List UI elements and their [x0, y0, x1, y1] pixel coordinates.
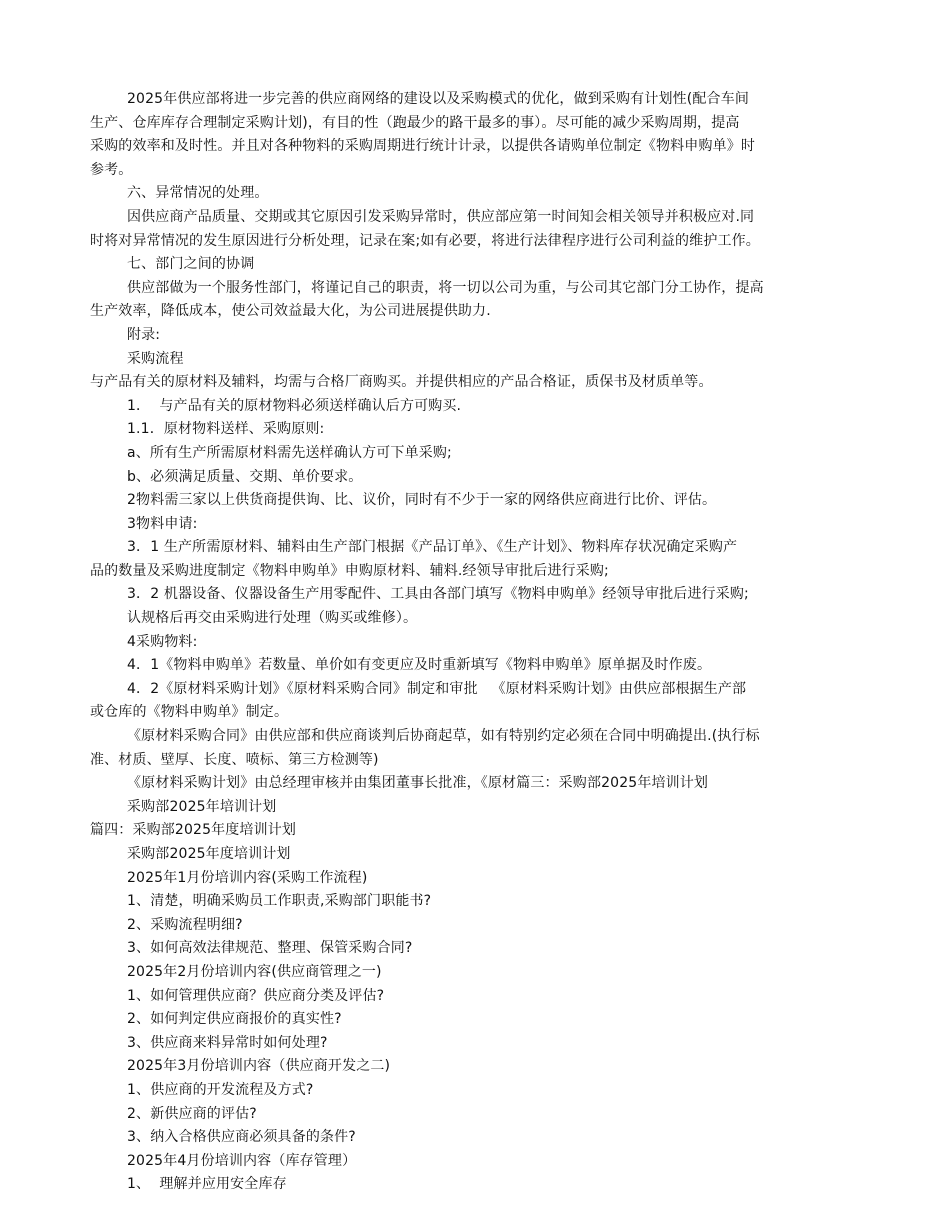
list-item: b、必须满足质量、交期、单价要求。 — [127, 468, 363, 485]
paragraph-line: 供应部做为一个服务性部门，将谨记自己的职责，将一切以公司为重，与公司其它部门分工协作，提高 — [127, 279, 764, 296]
list-item: 3、供应商来料异常时如何处理? — [127, 1034, 328, 1051]
paragraph-line: 与产品有关的原材料及辅料，均需与合格厂商购买。并提供相应的产品合格证，质保书及材质单等。 — [90, 374, 713, 391]
month-heading: 2025年2月份培训内容(供应商管理之一) — [127, 963, 382, 980]
paragraph-line: 生产、仓库库存合理制定采购计划)，有目的性（跑最少的路干最多的事）。尽可能的减少采购周期，提高 — [90, 114, 740, 131]
paragraph-line: 或仓库的《物料申购单》制定。 — [90, 704, 289, 721]
list-item: 3．2 机器设备、仪器设备生产用零配件、工具由各部门填写《物料申购单》经领导审批后进行采购; — [127, 586, 749, 603]
list-item: 4采购物料: — [127, 633, 198, 650]
paragraph-line: 《原材料采购合同》由供应部和供应商谈判后协商起草，如有特别约定必须在合同中明确提出.(执行标 — [127, 728, 760, 745]
list-item: 1.1．原材物料送样、采购原则: — [127, 421, 325, 438]
list-item: 4．2《原材料采购计划》《原材料采购合同》制定和审批 《原材料采购计划》由供应部根据生产部 — [127, 680, 747, 697]
list-item: 1、供应商的开发流程及方式? — [127, 1081, 314, 1098]
section-heading: 七、部门之间的协调 — [127, 256, 255, 273]
paragraph-line: 采购的效率和及时性。并且对各种物料的采购周期进行统计计录，以提供各请购单位制定《物料申购单》时 — [90, 138, 756, 155]
list-item: 1、清楚，明确采购员工作职责,采购部门职能书? — [127, 893, 432, 910]
list-item: 2物料需三家以上供货商提供询、比、议价，同时有不少于一家的网络供应商进行比价、评估。 — [127, 492, 717, 509]
paragraph-line: 准、材质、壁厚、长度、喷标、第三方检测等) — [90, 751, 379, 768]
paragraph-line: 2025年供应部将进一步完善的供应商网络的建设以及采购模式的优化，做到采购有计划性(配合车间 — [127, 91, 749, 107]
list-item: a、所有生产所需原材料需先送样确认方可下单采购; — [127, 444, 452, 461]
list-item: 1、如何管理供应商？供应商分类及评估? — [127, 987, 385, 1004]
list-item: 2、新供应商的评估? — [127, 1105, 257, 1122]
section-heading: 采购部2025年培训计划 — [127, 798, 277, 815]
paragraph-line: 《原材料采购计划》由总经理审核并由集团董事长批准，《原材篇三：采购部2025年培训计划 — [127, 775, 709, 792]
appendix-heading: 附录: — [127, 326, 161, 343]
section-heading: 采购部2025年度培训计划 — [127, 846, 291, 862]
list-item: 3、如何高效法律规范、整理、保管采购合同? — [127, 940, 413, 957]
list-item: 3物料申请: — [127, 515, 198, 532]
list-item: 3．1 生产所需原材料、辅料由生产部门根据《产品订单》、《生产计划》、物料库存状况确定采购产 — [127, 539, 738, 556]
list-item: 1、 理解并应用安全库存 — [127, 1176, 287, 1193]
section-heading: 六、异常情况的处理。 — [127, 185, 269, 202]
document-body — [90, 88, 864, 1197]
list-item: 2、如何判定供应商报价的真实性? — [127, 1011, 342, 1028]
paragraph-line: 因供应商产品质量、交期或其它原因引发采购异常时，供应部应第一时间知会相关领导并积极应对.同 — [127, 208, 755, 225]
paragraph-line: 认规格后再交由采购进行处理（购买或维修）。 — [127, 610, 418, 627]
list-item: 1． 与产品有关的原材物料必须送样确认后方可购买. — [127, 397, 462, 414]
paragraph-line: 参考。 — [90, 161, 133, 178]
month-heading: 2025年3月份培训内容（供应商开发之二) — [127, 1058, 391, 1075]
month-heading: 2025年4月份培训内容（库存管理） — [127, 1152, 357, 1169]
paragraph-line: 时将对异常情况的发生原因进行分析处理，记录在案;如有必要，将进行法律程序进行公司利益的维护工作。 — [90, 232, 760, 249]
paragraph-line: 生产效率，降低成本，使公司效益最大化，为公司进展提供助力. — [90, 303, 491, 320]
paragraph-line: 品的数量及采购进度制定《物料申购单》申购原材料、辅料.经领导审批后进行采购; — [90, 562, 609, 579]
list-item: 2、采购流程明细? — [127, 916, 243, 933]
chapter-heading: 篇四：采购部2025年度培训计划 — [90, 822, 297, 839]
month-heading: 2025年1月份培训内容(采购工作流程) — [127, 869, 368, 886]
list-item: 4．1《物料申购单》若数量、单价如有变更应及时重新填写《物料申购单》原单据及时作废。 — [127, 657, 712, 674]
section-heading: 采购流程 — [127, 350, 184, 367]
list-item: 3、纳入合格供应商必须具备的条件? — [127, 1129, 356, 1146]
